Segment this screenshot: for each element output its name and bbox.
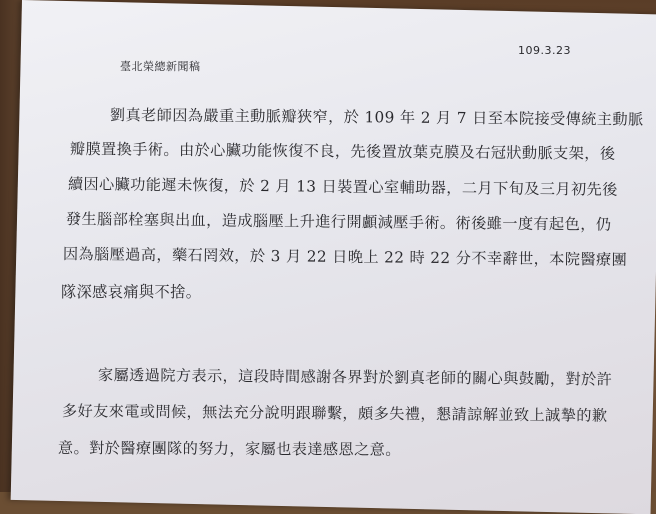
paragraph1-line5: 因為腦壓過高，藥石罔效，於 3 月 22 日晚上 22 時 22 分不幸辭世，本院醫療團 <box>62 244 628 269</box>
paragraph1-line1: 劉真老師因為嚴重主動脈瓣狹窄，於 109 年 2 月 7 日至本院接受傳統主動脈 <box>109 105 644 129</box>
paragraph1-line3: 續因心臟功能遲未恢復，於 2 月 13 日裝置心室輔助器，二月下旬及三月初先後 <box>67 174 618 199</box>
paragraph1-line6: 隊深感哀痛與不捨。 <box>61 283 202 301</box>
paragraph2-line2: 多好友來電或問候，無法充分說明跟聯繫，頗多失禮，懇請諒解並致上誠摯的歉 <box>61 401 608 425</box>
organization-header: 臺北榮總新聞稿 <box>120 60 201 73</box>
release-date: 109.3.23 <box>518 44 571 57</box>
paragraph2-line1: 家屬透過院方表示，這段時間感謝各界對於劉真老師的關心與鼓勵，對於許 <box>97 365 613 389</box>
paragraph1-line4: 發生腦部栓塞與出血，造成腦壓上升進行開顱減壓手術。術後雖一度有起色，仍 <box>65 209 612 234</box>
paragraph1-line2: 瓣膜置換手術。由於心臟功能恢復不良，先後置放葉克膜及右冠狀動脈支架，後 <box>69 139 616 163</box>
paragraph2-line3: 意。對於醫療團隊的努力，家屬也表達感恩之意。 <box>57 438 401 459</box>
